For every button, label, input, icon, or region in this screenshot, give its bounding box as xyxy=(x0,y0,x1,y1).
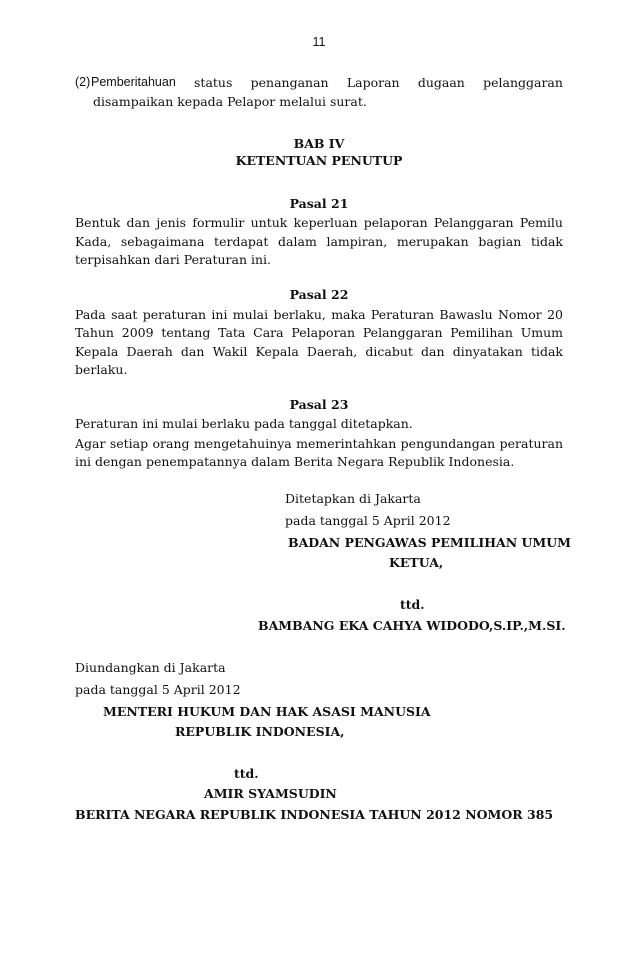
item-line-1 xyxy=(91,75,563,90)
item-word: Laporan xyxy=(346,75,400,90)
item-word: pelanggaran xyxy=(483,75,563,90)
pasal-22-line: Kepala Daerah dan Wakil Kepala Daerah, dicabut dan dinyatakan tidak xyxy=(75,344,563,359)
enactment-role: KETUA, xyxy=(389,555,444,570)
page-number: 11 xyxy=(312,35,326,49)
promulgation-date: pada tanggal 5 April 2012 xyxy=(75,682,241,697)
pasal-22-line: berlaku. xyxy=(75,362,128,377)
pasal-21-line: Kada, sebagaimana terdapat dalam lampiran, merupakan bagian tidak xyxy=(75,234,563,249)
pasal-23-line: ini dengan penempatannya dalam Berita Negara Republik Indonesia. xyxy=(75,454,515,469)
item-word: Pemberitahuan xyxy=(91,75,176,89)
item-line-2: disampaikan kepada Pelapor melalui surat. xyxy=(93,94,367,109)
promulgation-office: MENTERI HUKUM DAN HAK ASASI MANUSIA xyxy=(103,704,431,719)
promulgation-place: Diundangkan di Jakarta xyxy=(75,660,226,675)
enactment-signed: ttd. xyxy=(400,597,425,612)
pasal-21-line: terpisahkan dari Peraturan ini. xyxy=(75,252,271,267)
pasal-23-line: Peraturan ini mulai berlaku pada tanggal ditetapkan. xyxy=(75,416,413,431)
pasal-21-heading: Pasal 21 xyxy=(289,196,349,211)
pasal-22-line: Tahun 2009 tentang Tata Cara Pelaporan Pelanggaran Pemilihan Umum xyxy=(75,325,563,340)
enactment-place: Ditetapkan di Jakarta xyxy=(285,491,421,506)
pasal-22-line: Pada saat peraturan ini mulai berlaku, maka Peraturan Bawaslu Nomor 20 xyxy=(75,307,563,322)
enactment-institution: BADAN PENGAWAS PEMILIHAN UMUM xyxy=(288,535,572,550)
item-marker: (2) xyxy=(75,75,91,89)
promulgation-signatory: AMIR SYAMSUDIN xyxy=(204,786,337,801)
gazette-reference: BERITA NEGARA REPUBLIK INDONESIA TAHUN 2012 NOMOR 385 xyxy=(75,807,554,822)
pasal-23-line: Agar setiap orang mengetahuinya memerintahkan pengundangan peraturan xyxy=(75,436,563,451)
pasal-23-heading: Pasal 23 xyxy=(289,397,349,412)
chapter-title: KETENTUAN PENUTUP xyxy=(235,153,403,168)
item-word: penanganan xyxy=(250,75,329,90)
chapter-number: BAB IV xyxy=(293,136,345,151)
item-word: dugaan xyxy=(417,75,465,90)
enactment-date: pada tanggal 5 April 2012 xyxy=(285,513,451,528)
enactment-signatory: BAMBANG EKA CAHYA WIDODO,S.IP.,M.SI. xyxy=(258,618,566,633)
promulgation-signed: ttd. xyxy=(234,766,259,781)
item-word: status xyxy=(194,75,233,90)
pasal-22-heading: Pasal 22 xyxy=(289,287,349,302)
promulgation-office-country: REPUBLIK INDONESIA, xyxy=(175,724,345,739)
pasal-21-line: Bentuk dan jenis formulir untuk keperluan pelaporan Pelanggaran Pemilu xyxy=(75,215,563,230)
